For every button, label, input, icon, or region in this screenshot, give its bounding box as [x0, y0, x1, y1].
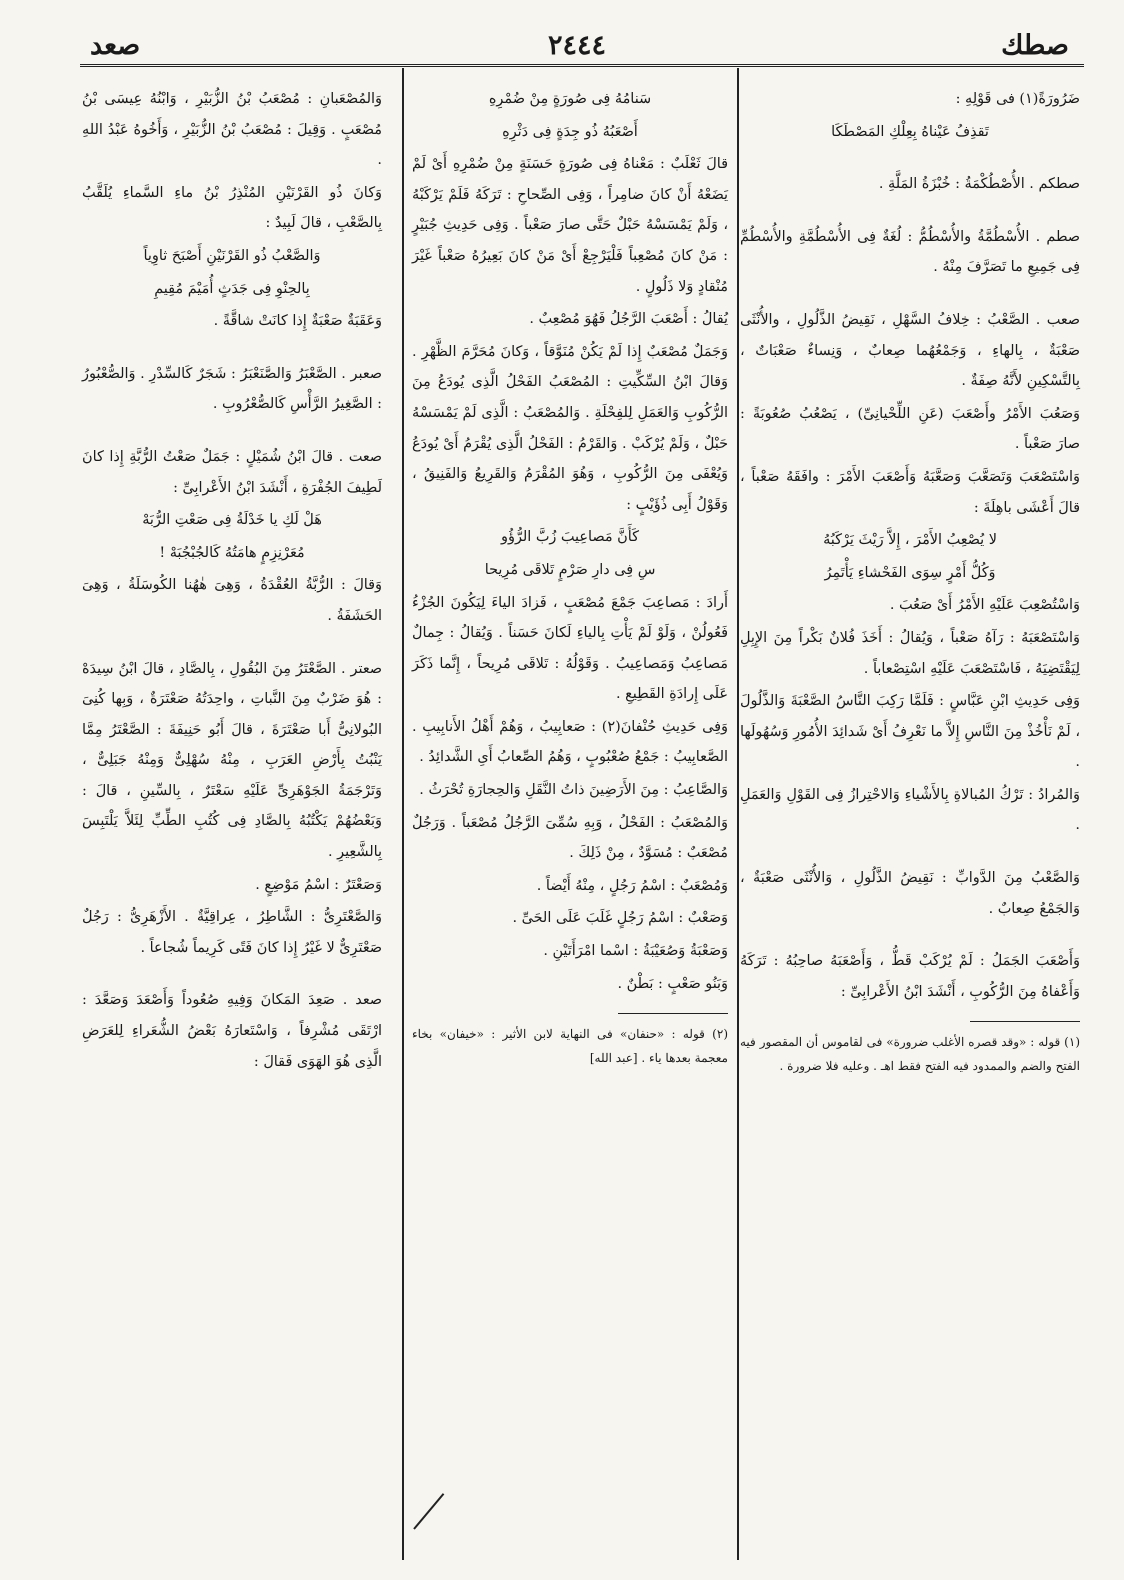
verse-line: أَصْعَبُهُ ذُو جِدَةٍ فِى دَثْرِهِ	[502, 123, 638, 140]
paragraph: وَالمُرادُ : تَرْكُ المُبالاةِ بِالأَشْياءِ وَالاحْتِرازُ فِى القَوْلِ وَالعَمَلِ .	[740, 786, 1080, 834]
verse-line: تَقذِفُ عَيْناهُ بِعِلْكِ المَصْطَكَا	[831, 123, 989, 140]
column-divider-right	[737, 68, 739, 1560]
paragraph: وَجَمَلٌ مُصْعَبٌ إِذا لَمْ يَكُنْ مُنَوَّقاً ، وَكانَ مُحَرَّمَ الظَّهْرِ . وَقالَ ابْنُ السِّكِّيتِ : المُصْعَبُ الفَحْلُ الَّذِى يُودَعُ مِنَ الرُّكُوبِ وَالعَمَلِ لِلفِحْلَةِ . وَالمُصْعَبُ : الَّذِى لَمْ يَمْسَسْهُ حَبْلٌ ، وَلَمْ يُرْكَبْ . وَالقَرْمُ : الفَحْلُ الَّذِى يُقْرَمُ أَىْ يُودَعُ وَيُعْفَى مِنَ الرُّكُوبِ ، وَهُوَ المُقْرَمُ وَالقَرِيعُ وَالفَنِيقُ ، وَقَوْلُ أَبِى ذُؤَيْبٍ :	[412, 343, 728, 513]
entry-saat: صعت . قالَ ابْنُ شُمَيْلٍ : جَمَلٌ صَعْتُ الرُّبَّةِ إِذا كانَ لَطِيفَ الجُفْرَةِ ، أَنْشَدَ ابْنُ الأَعْرابِىِّ :	[82, 448, 382, 496]
paragraph: وَصَعْبَةُ وَصُعَيْبَةُ : اسْما امْرَأَتَيْنِ .	[543, 943, 728, 960]
paragraph: وَاسْتَصْعَبَ وَتَصَعَّبَ وَصَعَّبَهُ وَأَصْعَبَ الأَمْرَ : وافَقَهُ صَعْباً ، قالَ أَعْشَى باهِلَةَ :	[740, 468, 1080, 516]
footnote-text: (١) قوله : «وقد قصره الأغلب ضرورة» فى لقاموس أن المقصور فيه الفتح والضم والممدود فيه الفتح فقط اهـ . وعليه فلا ضرورة .	[740, 1035, 1080, 1074]
entry-saad: صعد . صَعِدَ المَكانَ وَفِيهِ صُعُوداً وَأَصْعَدَ وَصَعَّدَ : ارْتَقَى مُشْرِفاً ، وَاسْتَعارَهُ بَعْضُ الشُّعَراءِ لِلعَرَضِ الَّذِى هُوَ الهَوَى فَقالَ :	[82, 992, 382, 1070]
column-divider-left	[402, 68, 404, 1560]
verse-line: وَكُلُّ أَمْرٍ سِوَى الفَحْشاءِ يَأْتَمِرُ	[824, 564, 996, 581]
text-line: ضَرُورَةً(١) فى قَوْلِهِ :	[955, 91, 1080, 107]
entry-saatar: صعتر . الصَّعْتَرُ مِنَ البُقُولِ ، بِالصَّادِ ، قالَ ابْنُ سِيدَهْ : هُوَ ضَرْبٌ مِنَ النَّباتِ ، واحِدَتُهُ صَعْتَرَةٌ ، وَبِها كُنِىَ البُولانِىُّ أَبا صَعْتَرَةَ ، قالَ أَبُو حَنِيفَةَ : الصَّعْتَرُ مِمَّا يَنْبُتُ بِأَرْضِ العَرَبِ ، مِنْهُ سُهْلِىٌّ وَمِنْهُ جَبَلِىٌّ ، وَتَرْجَمَةُ الجَوْهَرِىِّ عَلَيْهِ سَعْتَرٌ ، بِالسِّينِ ، قالَ : وَبَعْضُهُمْ يَكْتُبُهُ بِالصَّادِ فِى كُتُبِ الطِّبِّ لِئَلاَّ يَلْتَبِسَ بِالشَّعِيرِ .	[82, 660, 382, 861]
paragraph: وَالمُصْعَبانِ : مُصْعَبُ بْنُ الزُّبَيْرِ ، وَابْنُهُ عِيسَى بْنُ مُصْعَبٍ . وَقِيلَ : مُصْعَبُ بْنُ الزُّبَيْرِ ، وَأَخُوهُ عَبْدُ اللهِ .	[82, 91, 382, 169]
paragraph: يُقالُ : أَصْعَبَ الرَّجُلُ فَهُوَ مُصْعِبٌ .	[529, 311, 728, 328]
footnote	[412, 1022, 728, 1070]
footnote-rule	[618, 1013, 728, 1014]
page-header	[70, 22, 1084, 68]
paragraph: وَمُصْعَبٌ : اسْمُ رَجُلٍ ، مِنْهُ أَيْضاً .	[536, 877, 728, 894]
paragraph: وَاسْتَصْعَبَهُ : رَآهُ صَعْباً ، وَيُقالُ : أَخَذَ فُلانٌ بَكْراً مِنَ الإِبِلِ لِيَقْتَضِيَهُ ، فَاسْتَصْعَبَ عَلَيْهِ اسْتِصْعاباً .	[740, 629, 1080, 677]
paragraph: قالَ ثَعْلَبٌ : مَعْناهُ فِى صُورَةٍ حَسَنَةٍ مِنْ ضُمْرِهِ أَىْ لَمْ يَضَعْهُ أَنْ كانَ ضامِراً ، وَفِى الصِّحاحِ : تَرَكَهُ فَلَمْ يَرْكَبْهُ ، وَلَمْ يَمْسَسْهُ حَبْلٌ حَتَّى صارَ صَعْباً . وَفِى حَدِيثِ جُبَيْرٍ : مَنْ كانَ مُصْعِباً فَلْيَرْجِعْ أَىْ مَنْ كانَ بَعِيرُهُ صَعْباً غَيْرَ مُنْقادٍ وَلا ذَلُولٍ .	[412, 156, 728, 295]
paragraph: وَأَصْعَبَ الجَمَلُ : لَمْ يُرْكَبْ قَطُّ ، وَأَصْعَبَهُ صاحِبُهُ : تَرَكَهُ وَأَعْفاهُ مِنَ الرُّكُوبِ ، أَنْشَدَ ابْنُ الأَعْرابِىِّ :	[740, 953, 1080, 1000]
page-number: ٢٤٤٤	[547, 30, 606, 61]
entry-satam: صطم . الأُسْطُمَّةُ والأُسْطُمُّ : لُغَةٌ فِى الأُسْطُمَّةِ والأُسْطُمِّ فِى جَمِيعِ ما تَصَرَّفَ مِنْهُ .	[740, 228, 1080, 276]
paragraph: وَفِى حَدِيثِ ابْنِ عَبَّاسٍ : فَلَمَّا رَكِبَ النَّاسُ الصَّعْبَةَ وَالذَّلُولَ ، لَمْ نَأْخُذْ مِنَ النَّاسِ إِلاَّ ما نَعْرِفُ أَىْ شَدائِدَ الأُمُورِ وَسُهُولَها .	[740, 693, 1080, 771]
paragraph: وَفِى حَدِيثِ حُنْفانَ(٢) : صَعابِيبُ ، وَهُمْ أَهْلُ الأَنابِيبِ . الصَّعابِيبُ : جَمْعُ صُعْبُوبٍ ، وَهُمُ الصِّعابُ أَىِ الشَّدائِدُ .	[412, 718, 728, 766]
footnote-text: (٢) قوله : «حنفان» فى النهاية لابن الأثير : «خيفان» بخاء معجمة بعدها ياء . [عبد الله]	[412, 1027, 728, 1066]
paragraph: وَقالَ : الرُّبَّةُ العُقْدَةُ ، وَهِىَ هٰهُنا الكُوسَلَةُ ، وَهِىَ الحَشَفَةُ .	[82, 577, 382, 624]
footnote-rule	[970, 1021, 1080, 1022]
paragraph: وَالصَّعْتَرِىُّ : الشَّاطِرُ ، عِراقِيَّةٌ . الأَزْهَرِىُّ : رَجُلٌ صَعْتَرِىٌّ لا غَيْرُ إِذا كانَ فَتًى كَرِيماً شُجاعاً .	[82, 909, 382, 956]
pen-mark	[413, 1493, 444, 1530]
verse-line: هَلْ لَكِ يا خَدْلَةُ فِى صَعْتِ الرُّبَهْ	[142, 512, 322, 529]
column-right	[740, 84, 1080, 1080]
paragraph: وَالمُصْعَبُ : الفَحْلُ ، وَبِهِ سُمِّىَ الرَّجُلُ مُصْعَباً . وَرَجُلٌ مُصْعَبٌ : مُسَوَّدٌ ، مِنْ ذَلِكَ .	[412, 814, 728, 862]
header-right-headword: صطك	[1001, 30, 1069, 61]
verse-line: سَنامُهُ فِى صُورَةٍ مِنْ ضُمْرِهِ	[488, 91, 652, 107]
column-left	[82, 84, 382, 1079]
header-left-headword: صعد	[90, 30, 141, 61]
verse-line: سِ فِى دارِ صَرْمٍ تَلاقَى مُرِيحا	[484, 561, 656, 578]
entry-satkam: صطكم . الأُصْطُكْمَةُ : خُبْزَةُ المَلَّةِ .	[878, 176, 1080, 193]
paragraph: وَعَقَبَةٌ صَعْبَةٌ إِذا كانَتْ شاقَّةً .	[213, 313, 382, 330]
paragraph: وَاسْتُصْعِبَ عَلَيْهِ الأَمْرُ أَىْ صَعُبَ .	[889, 597, 1080, 614]
paragraph: وَبَنُو صَعْبٍ : بَطْنٌ .	[617, 975, 728, 992]
paragraph: وَالصَّاعِبُ : مِنَ الأَرَضِينَ ذاتُ النَّقَلِ وَالحِجارَةِ تُحْرَثُ .	[419, 782, 728, 799]
verse-line: بِالحِنْوِ فِى جَدَثٍ أُمَيْمَ مُقِيمِ	[154, 280, 310, 297]
entry-saabar: صعبر . الصَّعْبَرُ وَالصَّنَعْبَرُ : شَجَرٌ كَالسِّدْرِ . وَالصُّعْبُورُ : الصَّغِيرُ الرَّأْسِ كَالصُّعْرُوبِ .	[82, 365, 382, 413]
paragraph: وَصَعُبَ الأَمْرُ وأَصْعَبَ (عَنِ اللِّحْيانِىِّ) ، يَصْعُبُ صُعُوبَةً : صارَ صَعْباً .	[740, 405, 1080, 453]
verse-line: كَأَنَّ مَصاعِيبَ زُبَّ الرُّؤُو	[501, 529, 639, 546]
entry-saab: صعب . الصَّعْبُ : خِلافُ السَّهْلِ ، نَقِيضُ الذَّلُولِ ، والأُنْثَى صَعْبَةٌ ، بِالهاءِ ، وَجَمْعُهُما صِعابٌ ، وَنِساءٌ صَعْبَاتٌ ، بِالتَّسْكِينِ لأَنَّهُ صِفَةٌ .	[740, 311, 1080, 390]
footnote	[740, 1030, 1080, 1078]
paragraph: وَالصَّعْبُ مِنَ الدَّوابِّ : نَقِيضُ الذَّلُولِ ، وَالأُنْثَى صَعْبَةٌ ، وَالجَمْعُ صِعابٌ .	[740, 870, 1080, 917]
verse-line: وَالصَّعْبُ ذُو القَرْنَيْنِ أَصْبَحَ ثاوِياً	[143, 247, 321, 264]
paragraph: أَرادَ : مَصاعِبَ جَمْعَ مُصْعَبٍ ، فَزادَ الياءَ لِيَكُونَ الجُزْءُ فَعُولُنْ ، وَلَوْ لَمْ يَأْتِ بِالياءِ لَكانَ حَسَناً . وَيُقالُ : جِمالٌ مَصاعِبُ وَمَصاعِيبُ . وَقَوْلُهُ : تَلاقَى مُرِيحاً ، إِنَّما ذَكَرَ عَلَى إِرادَةِ القَطِيعِ .	[412, 594, 728, 703]
paragraph: وَصَعْبٌ : اسْمُ رَجُلٍ غَلَبَ عَلَى الحَىِّ .	[512, 910, 728, 927]
verse-line: مُعَرْنِزِمٍ هامَتُهُ كَالجُبْجُبَهْ !	[159, 544, 305, 561]
paragraph: وَكانَ ذُو القَرْنَيْنِ المُنْذِرُ بْنُ ماءِ السَّماءِ يُلَقَّبُ بِالصَّعْبِ ، قالَ لَبِيدٌ :	[82, 184, 382, 232]
column-center	[412, 84, 728, 1072]
header-rule	[80, 64, 1084, 67]
paragraph: وَصَعْتَرٌ : اسْمُ مَوْضِعٍ .	[255, 876, 382, 893]
verse-line: لا يُصْعِبُ الأَمْرَ ، إِلاَّ رَيْثَ يَرْكَبُهُ	[823, 532, 997, 549]
